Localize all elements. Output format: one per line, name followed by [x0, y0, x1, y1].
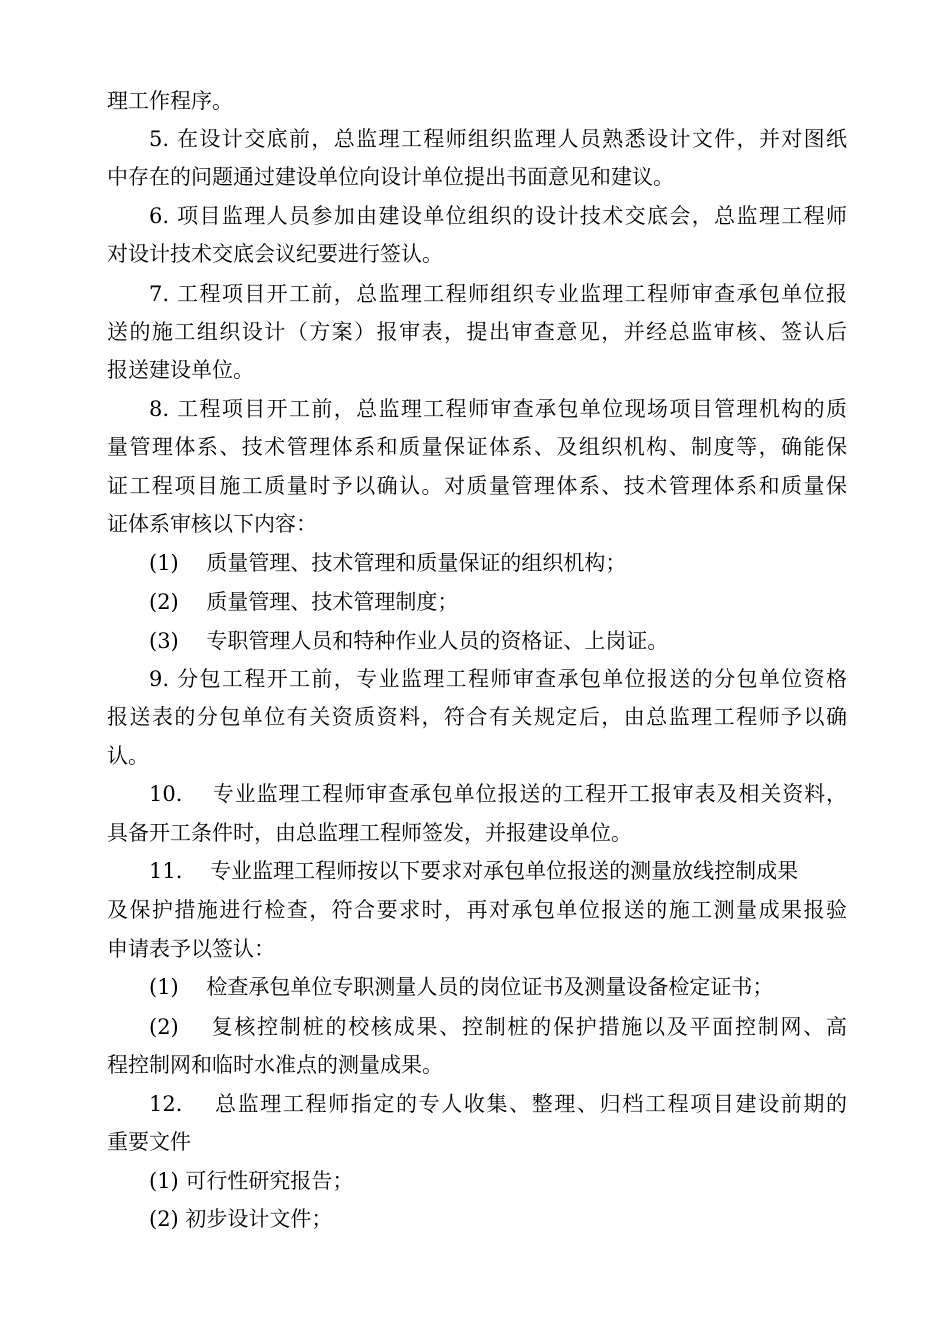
list-item-4: (1) 检查承包单位专职测量人员的岗位证书及测量设备检定证书；	[149, 975, 774, 999]
text-line-18: 认。	[107, 744, 149, 768]
text-line-3: 中存在的问题通过建设单位向设计单位提出书面意见和建议。	[107, 165, 674, 189]
list-item-2: (2) 质量管理、技术管理制度；	[149, 590, 459, 614]
list-item-3: (3) 专职管理人员和特种作业人员的资格证、上岗证。	[149, 629, 669, 653]
text-line-27: 12. 总监理工程师指定的专人收集、整理、归档工程项目建设前期的	[149, 1092, 847, 1116]
text-line-12: 证体系审核以下内容：	[107, 512, 317, 536]
list-item-5: (2) 复核控制桩的校核成果、控制桩的保护措施以及平面控制网、高	[149, 1015, 847, 1039]
list-item-6: (1) 可行性研究报告；	[149, 1169, 354, 1193]
text-line-10: 量管理体系、技术管理体系和质量保证体系、及组织机构、制度等，确能保	[107, 435, 847, 459]
text-line-19: 10. 专业监理工程师审查承包单位报送的工程开工报审表及相关资料，	[149, 782, 847, 806]
text-line-16: 9. 分包工程开工前，专业监理工程师审查承包单位报送的分包单位资格	[149, 667, 847, 691]
text-line-28: 重要文件	[107, 1130, 191, 1154]
text-line-8: 报送建设单位。	[107, 358, 254, 382]
text-line-1: 理工作程序。	[107, 89, 233, 113]
list-item-7: (2) 初步设计文件；	[149, 1207, 333, 1231]
text-line-26: 程控制网和临时水准点的测量成果。	[107, 1053, 443, 1077]
text-line-21: 11. 专业监理工程师按以下要求对承包单位报送的测量放线控制成果	[149, 859, 799, 883]
text-line-4: 6. 项目监理人员参加由建设单位组织的设计技术交底会，总监理工程师	[149, 204, 847, 228]
list-item-1: (1) 质量管理、技术管理和质量保证的组织机构；	[149, 551, 627, 575]
text-line-9: 8. 工程项目开工前，总监理工程师审查承包单位现场项目管理机构的质	[149, 397, 847, 421]
text-line-11: 证工程项目施工质量时予以确认。对质量管理体系、技术管理体系和质量保	[107, 474, 847, 498]
text-line-2: 5. 在设计交底前，总监理工程师组织监理人员熟悉设计文件，并对图纸	[149, 127, 847, 151]
text-line-22: 及保护措施进行检查，符合要求时，再对承包单位报送的施工测量成果报验	[107, 898, 847, 922]
text-line-6: 7. 工程项目开工前，总监理工程师组织专业监理工程师审查承包单位报	[149, 282, 847, 306]
text-line-7: 送的施工组织设计（方案）报审表，提出审查意见，并经总监审核、签认后	[107, 320, 847, 344]
text-line-17: 报送表的分包单位有关资质资料，符合有关规定后，由总监理工程师予以确	[107, 705, 847, 729]
text-line-5: 对设计技术交底会议纪要进行签认。	[107, 242, 443, 266]
text-line-20: 具备开工条件时，由总监理工程师签发，并报建设单位。	[107, 821, 632, 845]
text-line-23: 申请表予以签认：	[107, 937, 275, 961]
